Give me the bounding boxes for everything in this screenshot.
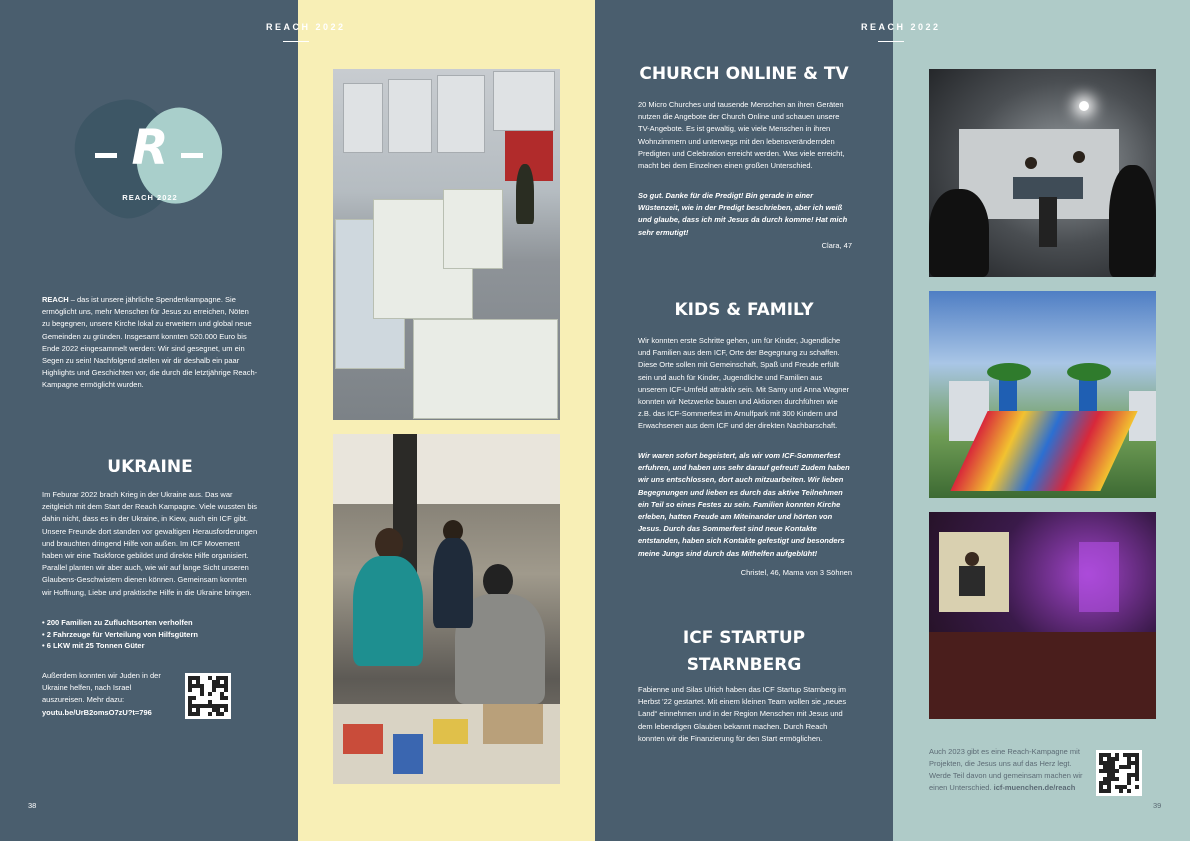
ukraine-bullet-list (42, 617, 258, 652)
israel-paragraph (42, 670, 172, 719)
qr-code-ukraine[interactable] (185, 673, 231, 719)
startup-heading-line1: ICF STARTUP (682, 628, 806, 648)
running-header-rule-left (283, 41, 309, 42)
outro-paragraph (929, 746, 1089, 794)
kids-family-paragraph: Wir konnten erste Schritte gehen, um für Kinder, Jugendliche und Familien aus dem ICF, Orte der Begegnung zu schaffen. Diese Orte sollen mit Gemeinschaft, Spaß und Freude erfüllt sein und auch für Kinder, Jugendliche und Familien aus unserem ICF-Umfeld attraktiv sein. Mit Samy und Anna Wagner konnten wir Netzwerke bauen und Aktionen durchführen wie z.B. das ICF-Sommerfest im Arnulfpark mit 300 Kindern und Erwachsenen aus dem ICF und der direkten Nachbarschaft. (638, 336, 850, 431)
outro-link[interactable]: icf-muenchen.de/reach (993, 783, 1076, 792)
church-online-signature: Clara, 47 (821, 241, 852, 250)
cinema-event-photo (929, 512, 1156, 719)
ukraine-bullet: • 6 LKW mit 25 Tonnen Güter (42, 641, 145, 650)
church-online-heading: CHURCH ONLINE & TV (639, 64, 849, 84)
israel-link[interactable]: youtu.be/UrB2omsO7zU?t=796 (42, 707, 152, 717)
reach-logo (75, 92, 225, 227)
outro-text: Auch 2023 gibt es eine Reach-Kampagne mit Projekten, die Jesus uns auf das Herz legt. Werde Teil davon und gemeinsam machen wir einen Unterschied. (929, 747, 1083, 792)
warehouse-aid-photo (333, 69, 560, 420)
startup-heading-line2: STARNBERG (686, 655, 802, 675)
israel-text: Außerdem konnten wir Juden in der Ukraine helfen, nach Israel auszureisen. Mehr dazu: (42, 671, 161, 705)
tv-studio-photo (929, 69, 1156, 277)
ukraine-heading: UKRAINE (107, 457, 193, 477)
running-header-left: REACH 2022 (266, 22, 346, 32)
logo-letter: R (131, 120, 169, 176)
intro-lead: REACH (42, 295, 69, 304)
logo-tagline: REACH 2022 (122, 193, 178, 202)
ukraine-bullet: • 200 Familien zu Zufluchtsorten verholfen (42, 618, 193, 627)
qr-code-reach[interactable] (1096, 750, 1142, 796)
intro-paragraph (42, 294, 258, 392)
ukraine-paragraph: Im Feburar 2022 brach Krieg in der Ukraine aus. Das war zeitgleich mit dem Start der Reach Kampagne. Viele wussten bis dahin nicht, dass es in der Ukraine, in Kiew, auch ein ICF gibt. Unsere Freunde dort standen vor gewaltigen Herausforderungen und brauchten dringend Hilfe von außen. Im ICF Movement haben wir eine Taskforce gebildet und direkte Hilfe organisiert. Parallel planten wir aber auch, wie wir auf lange Sicht unseren Glaubens-Geschwistern dienen können. Gemeinsam konnten wir Hoffnung, Liebe und praktische Hilfe in die Ukraine bringen. (42, 490, 258, 597)
kids-family-quote: Wir waren sofort begeistert, als wir vom ICF-Sommerfest erfuhren, und haben uns sehr darauf gefreut! Zudem haben wir uns entschlossen, dort auch mitzuarbeiten. Wir lieben Begegnungen und lieben es durch das aktive Teilnehmen ein Teil so eines Festes zu sein. Familien konnten Kirche erleben, hatten Freude am Miteinander und hörten von Jesus. Durch das Sommerfest sind neue Kontakte entstanden, haben sich Kontakte gefestigt und besonders meine Jungs sind durch das Mithelfen aufgeblüht! (638, 451, 850, 558)
ukraine-bullet: • 2 Fahrzeuge für Verteilung von Hilfsgütern (42, 629, 198, 639)
volunteers-sorting-photo (333, 434, 560, 784)
page-number-left: 38 (28, 801, 37, 810)
startup-paragraph: Fabienne und Silas Ulrich haben das ICF Startup Starnberg im Herbst '22 gestartet. Mit einem kleinen Team wollen sie „neues Land“ einnehmen und in der Region Menschen mit Jesus und dem lebendigen Glauben bekannt machen. Durch Reach konnten wir die Finanzierung für den Start ermöglichen. (638, 685, 847, 743)
kids-family-heading: KIDS & FAMILY (674, 300, 814, 320)
church-online-paragraph: 20 Micro Churches und tausende Menschen an ihren Geräten nutzen die Angebote der Church Online und schauen unsere TV-Angebote. Es ist gewaltig, wie viele Menschen in ihren Wohnzimmern und unterwegs mit den lebensverändernden Predigten und Celebration erreicht werden. Was viele erreicht, macht bei dem Einzelnen einen großen Unterschied. (638, 100, 845, 171)
running-header-rule-right (878, 41, 904, 42)
page-number-right: 39 (1153, 801, 1162, 810)
startup-heading (620, 625, 868, 679)
intro-text: – das ist unsere jährliche Spendenkampagne. Sie ermöglicht uns, mehr Menschen für Jesus zu erreichen, Nöten zu begegnen, unsere Kirche lokal zu erweitern und global neue Gemeinden zu gründen. Insgesamt konnten 520.000 Euro bis Ende 2022 eingesammelt werden: Wir sind gesegnet, um ein Segen zu sein! Nachfolgend stellen wir dir deshalb ein paar Highlights und Geschichten vor, die durch die letztjährige Reach-Kampagne ermöglicht wurden. (42, 295, 258, 390)
summer-festival-bouncy-castle-photo (929, 291, 1156, 498)
kids-family-signature: Christel, 46, Mama von 3 Söhnen (740, 568, 852, 577)
running-header-right: REACH 2022 (861, 22, 941, 32)
church-online-quote: So gut. Danke für die Predigt! Bin gerade in einer Wüstenzeit, wie in der Predigt beschrieben, aber ich weiß und glaube, dass ich mit Jesus da durch komme! Hat mich sehr ermutigt! (638, 191, 848, 237)
